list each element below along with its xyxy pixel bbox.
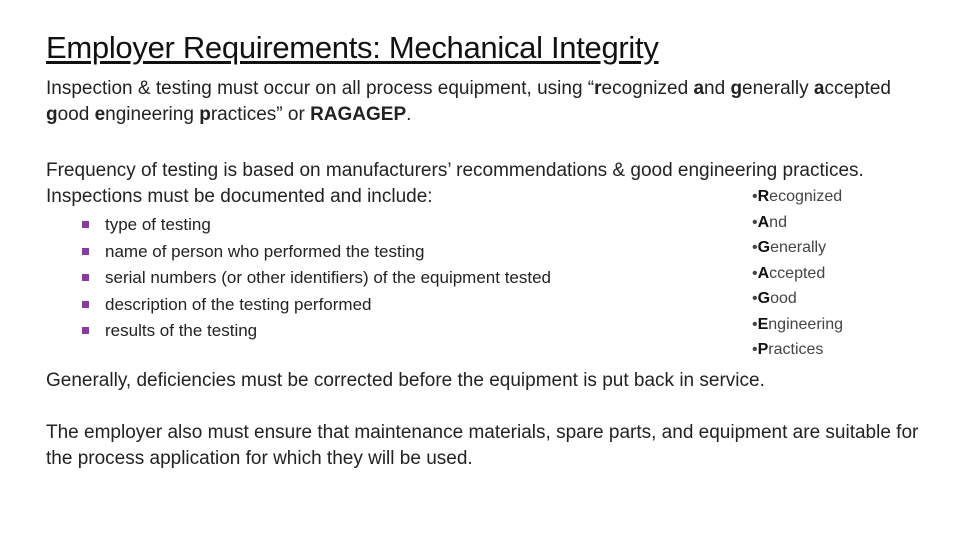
list-item [82, 318, 551, 345]
acronym-item [752, 337, 843, 363]
acronym-rest: ood [770, 290, 797, 307]
acronym-item [752, 210, 843, 236]
acronym-item [752, 312, 843, 338]
acronym-initial: G [757, 290, 771, 307]
acronym-initial: P [757, 341, 769, 358]
paragraph-ragagep [46, 76, 926, 128]
emphasized-text: g [46, 104, 58, 125]
list-item-text: results of the testing [105, 321, 258, 340]
inspection-requirements-list [82, 212, 551, 345]
paragraph-text: Inspection & testing must occur on all process equipment, using “ [46, 78, 595, 99]
square-bullet-icon [82, 248, 89, 255]
list-item-text: serial numbers (or other identifiers) of the equipment tested [105, 268, 552, 287]
paragraph-deficiencies: Generally, deficiencies must be corrected before the equipment is put back in service. [46, 370, 765, 391]
paragraph-text: nd [704, 78, 731, 99]
acronym-bullet: • [752, 341, 758, 358]
acronym-item [752, 235, 843, 261]
acronym-bullet: • [752, 290, 758, 307]
acronym-rest: ccepted [769, 264, 826, 282]
acronym-initial: E [757, 315, 769, 333]
paragraph-materials: The employer also must ensure that maintenance materials, spare parts, and equipment are suitable for the process application for which they will be used. [46, 422, 919, 469]
paragraph-text: ccepted [824, 78, 891, 99]
acronym-initial: R [757, 188, 770, 205]
paragraph-text: . [406, 104, 412, 125]
emphasized-text: e [94, 104, 106, 125]
paragraph-text: ngineering [105, 104, 200, 125]
acronym-rest: ecognized [769, 188, 843, 205]
acronym-initial: A [757, 264, 770, 282]
square-bullet-icon [82, 221, 89, 228]
acronym-item [752, 286, 843, 312]
list-item-text: description of the testing performed [105, 294, 372, 314]
list-item-text: name of person who performed the testing [105, 241, 425, 261]
square-bullet-icon [82, 327, 89, 334]
paragraph-text: ractices” or [210, 104, 311, 125]
paragraph-text: enerally [742, 78, 814, 99]
acronym-rest: enerally [770, 239, 827, 256]
list-item-text: type of testing [105, 215, 211, 234]
acronym-bullet: • [752, 188, 758, 205]
ragagep-acronym-list [752, 184, 843, 363]
acronym-bullet: • [752, 213, 758, 231]
acronym-bullet: • [752, 315, 758, 333]
emphasized-text: a [693, 78, 705, 99]
emphasized-text: p [199, 104, 211, 125]
acronym-bullet: • [752, 239, 758, 256]
acronym-initial: G [757, 239, 771, 256]
emphasized-text: RAGAGEP [310, 104, 407, 125]
emphasized-text: r [594, 78, 602, 99]
acronym-rest: ngineering [768, 315, 844, 333]
list-item [82, 265, 551, 292]
acronym-initial: A [757, 213, 770, 231]
list-item [82, 292, 551, 319]
paragraph-text: ood [57, 104, 95, 125]
emphasized-text: g [730, 78, 743, 99]
slide-title: Employer Requirements: Mechanical Integrity [46, 30, 659, 65]
square-bullet-icon [82, 274, 89, 281]
acronym-bullet: • [752, 264, 758, 282]
paragraph-frequency: Frequency of testing is based on manufacturers’ recommendations & good engineering practices. Inspections must be documented and include: [46, 160, 864, 207]
acronym-rest: ractices [768, 341, 824, 358]
emphasized-text: a [813, 78, 825, 99]
square-bullet-icon [82, 301, 89, 308]
acronym-rest: nd [769, 213, 787, 231]
acronym-item [752, 261, 843, 287]
list-item [82, 212, 551, 239]
paragraph-text: ecognized [601, 78, 694, 99]
list-item [82, 239, 551, 266]
acronym-item [752, 184, 843, 210]
